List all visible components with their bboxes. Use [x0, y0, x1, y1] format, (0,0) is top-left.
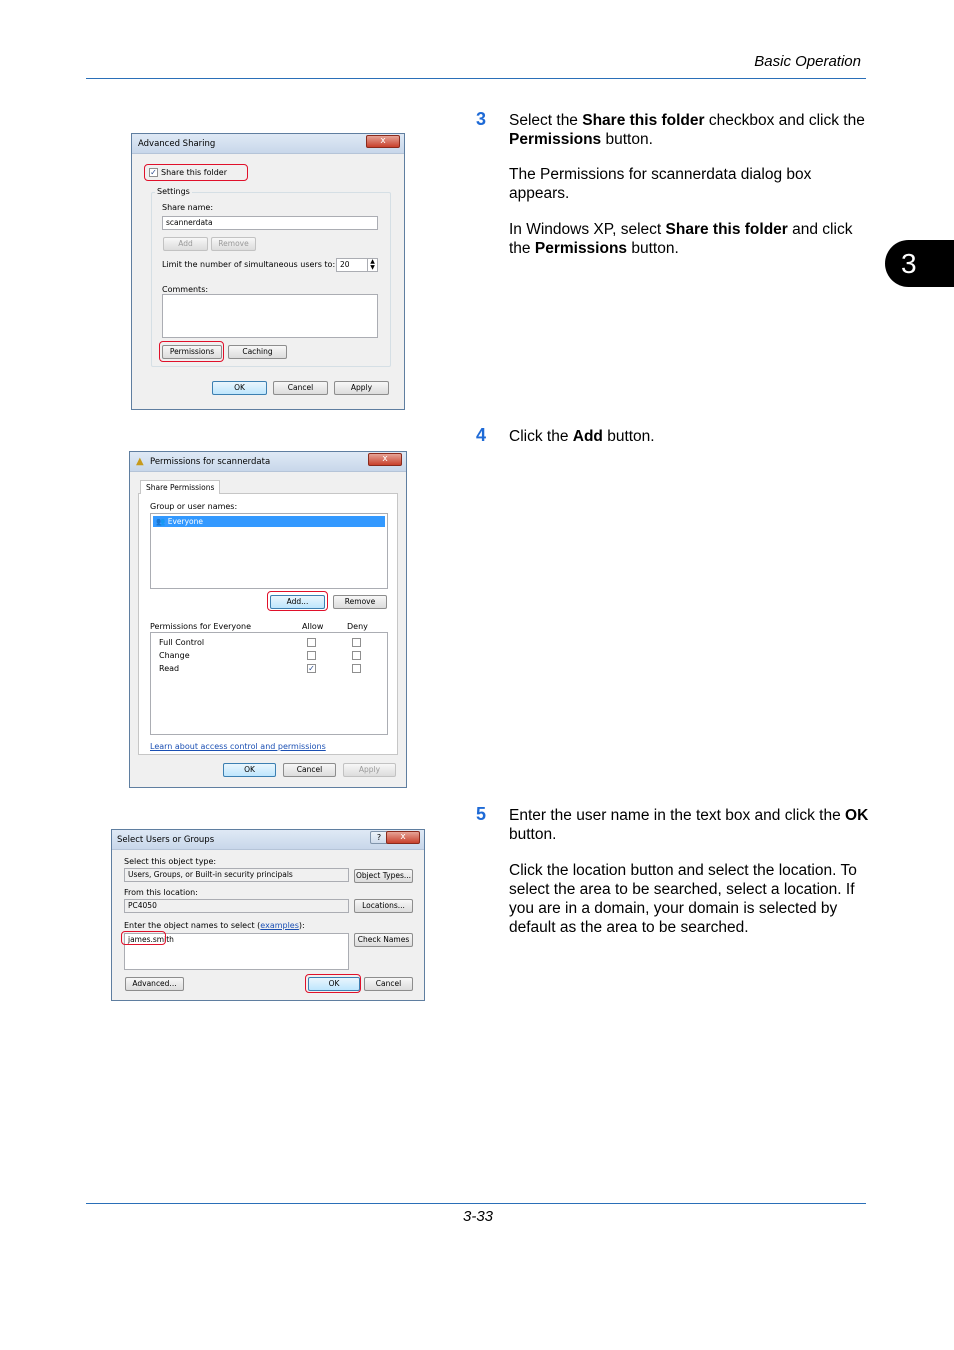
step-number: 3 — [476, 109, 487, 129]
highlight-box — [121, 931, 166, 945]
object-names-label: Enter the object names to select (examples): — [124, 921, 305, 930]
locations-button[interactable]: Locations... — [354, 899, 413, 913]
advanced-button[interactable]: Advanced... — [125, 977, 184, 991]
add-button[interactable]: Add... — [270, 595, 325, 609]
location-label: From this location: — [124, 888, 198, 897]
perm-row-label: Change — [159, 651, 190, 660]
remove-button[interactable]: Remove — [333, 595, 387, 609]
header-title: Basic Operation — [754, 53, 861, 70]
chapter-tab: 3 — [885, 240, 954, 287]
object-type-field: Users, Groups, or Built-in security principals — [124, 868, 349, 882]
tab-share-permissions[interactable]: Share Permissions — [140, 480, 220, 494]
remove-button[interactable]: Remove — [211, 237, 256, 251]
page-number: 3-33 — [462, 1208, 494, 1225]
permissions-dialog — [129, 451, 407, 788]
caching-button[interactable]: Caching — [228, 345, 287, 359]
highlight-box — [144, 164, 248, 181]
titlebar — [112, 830, 424, 850]
spinner-arrows-icon[interactable]: ▲ ▼ — [367, 259, 377, 271]
highlight-box — [159, 341, 224, 362]
ok-button[interactable]: OK — [223, 763, 276, 777]
access-control-link[interactable]: Learn about access control and permissions — [150, 742, 326, 751]
titlebar — [130, 452, 406, 472]
highlight-box — [267, 591, 328, 611]
advanced-sharing-dialog — [131, 133, 405, 410]
highlight-box — [305, 974, 361, 993]
select-users-dialog — [111, 829, 425, 1001]
step-number: 4 — [476, 425, 487, 445]
limit-users-spinner[interactable] — [336, 258, 378, 272]
perm-row-label: Read — [159, 664, 180, 673]
location-field: PC4050 — [124, 899, 349, 913]
comments-label: Comments: — [162, 285, 209, 294]
permissions-for-label: Permissions for Everyone — [150, 622, 252, 631]
permissions-list — [150, 632, 388, 735]
close-button[interactable]: x — [366, 135, 400, 148]
dialog-title: Permissions for scannerdata — [150, 457, 271, 467]
cancel-button[interactable]: Cancel — [273, 381, 328, 395]
dialog-title: Advanced Sharing — [138, 139, 216, 149]
object-type-label: Select this object type: — [124, 857, 217, 866]
group-names-list[interactable] — [150, 513, 388, 589]
deny-header: Deny — [347, 622, 368, 631]
comments-input[interactable] — [162, 294, 378, 338]
check-names-button[interactable]: Check Names — [354, 933, 413, 947]
step-4-instruction: Click the Add button. — [509, 428, 655, 445]
folder-icon: ▲ — [136, 456, 144, 467]
apply-button[interactable]: Apply — [343, 763, 396, 777]
deny-change-checkbox[interactable] — [352, 651, 361, 660]
step-3-xp-note: In Windows XP, select Share this folder and click the Permissions button. — [509, 221, 853, 257]
share-name-label: Share name: — [162, 203, 214, 212]
group-names-label: Group or user names: — [150, 502, 238, 511]
allow-header: Allow — [302, 622, 324, 631]
cancel-button[interactable]: Cancel — [283, 763, 336, 777]
share-name-input[interactable]: scannerdata — [162, 216, 378, 230]
settings-label: Settings — [157, 187, 190, 196]
limit-users-label: Limit the number of simultaneous users to: — [162, 260, 336, 269]
allow-change-checkbox[interactable] — [307, 651, 316, 660]
titlebar — [132, 134, 404, 154]
allow-read-checkbox[interactable]: ✓ — [308, 664, 315, 673]
permissions-button[interactable]: Permissions — [162, 345, 222, 359]
step-3-instruction: Select the Share this folder checkbox and click the Permissions button. — [509, 112, 865, 148]
perm-row-label: Full Control — [159, 638, 205, 647]
deny-full-control-checkbox[interactable] — [352, 638, 361, 647]
step-5-note: Click the location button and select the location. To select the area to be searched, select a location. If you are in a domain, your domain is selected by default as the area to be searched. — [509, 862, 857, 936]
allow-full-control-checkbox[interactable] — [307, 638, 316, 647]
limit-users-value: 20 — [340, 260, 350, 269]
apply-button[interactable]: Apply — [334, 381, 389, 395]
users-icon: 👥 — [156, 517, 166, 526]
share-folder-checkbox[interactable]: ✓ — [150, 168, 157, 177]
list-item[interactable]: 👥 Everyone — [153, 516, 385, 527]
close-button[interactable]: x — [386, 831, 420, 844]
step-3-note: The Permissions for scannerdata dialog box appears. — [509, 166, 812, 202]
close-button[interactable]: x — [368, 453, 402, 466]
add-button[interactable]: Add — [163, 237, 208, 251]
cancel-button[interactable]: Cancel — [364, 977, 413, 991]
object-names-input[interactable]: james.smith — [124, 933, 349, 970]
deny-read-checkbox[interactable] — [352, 664, 361, 673]
header-rule — [86, 78, 866, 79]
ok-button[interactable]: OK — [308, 977, 360, 991]
ok-button[interactable]: OK — [212, 381, 267, 395]
help-button[interactable]: ? — [370, 831, 388, 844]
object-types-button[interactable]: Object Types... — [354, 869, 413, 883]
step-number: 5 — [476, 804, 487, 824]
examples-link[interactable]: examples — [260, 921, 299, 930]
share-folder-label: Share this folder — [161, 168, 227, 177]
footer-rule — [86, 1203, 866, 1204]
step-5-instruction: Enter the user name in the text box and click the OK button. — [509, 807, 869, 843]
dialog-title: Select Users or Groups — [117, 835, 215, 845]
